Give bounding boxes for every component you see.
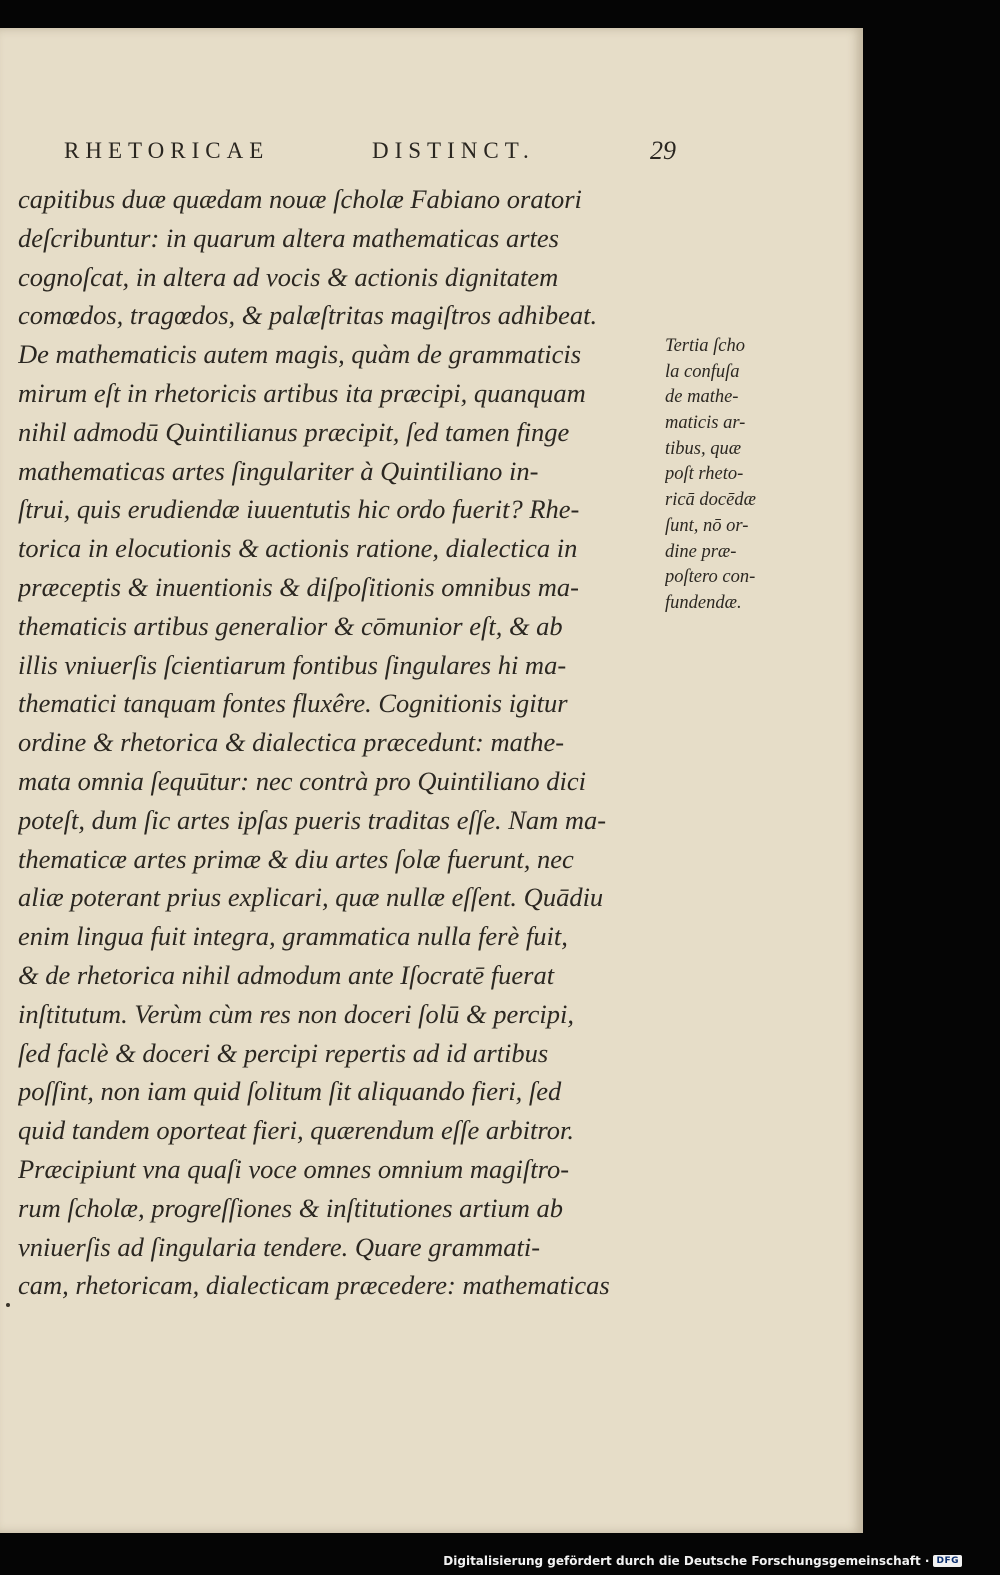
- text-line: capitibus duæ quædam nouæ ſcholæ Fabiano oratori: [18, 184, 582, 214]
- text-line: Præcipiunt vna quaſi voce omnes omnium magiſtro-: [18, 1153, 570, 1184]
- text-line: mirum eſt in rhetoricis artibus ita præcipi, quanquam: [18, 377, 586, 408]
- marginal-line: poſt rheto-: [665, 464, 744, 485]
- text-line: cognoſcat, in altera ad vocis & actionis dignitatem: [18, 261, 559, 292]
- text-line: præceptis & inuentionis & diſpoſitionis omnibus ma-: [18, 571, 579, 602]
- text-line: enim lingua fuit integra, grammatica nulla ferè fuit,: [18, 921, 568, 952]
- text-line: torica in elocutionis & actionis ratione, dialectica in: [18, 533, 578, 564]
- footer-text: Digitalisierung gefördert durch die Deutsche Forschungsgemeinschaft ·: [443, 1554, 930, 1568]
- text-line: poſſint, non iam quid ſolitum ſit aliquando fieri, ſed: [18, 1076, 562, 1107]
- text-line: ſtrui, quis erudiendæ iuuentutis hic ordo fuerit? Rhe-: [18, 494, 580, 525]
- text-line: ſed faclè & doceri & percipi repertis ad id artibus: [18, 1037, 549, 1068]
- dfg-logo-icon: DFG: [933, 1555, 962, 1567]
- text-line: & de rhetorica nihil admodum ante Iſocratē fuerat: [18, 959, 555, 990]
- text-line: thematicis artibus generalior & cōmunior eſt, & ab: [18, 610, 563, 641]
- marginal-line: fundendæ.: [665, 592, 742, 613]
- running-head-center: DISTINCT.: [372, 138, 535, 163]
- marginal-line: maticis ar-: [665, 413, 746, 434]
- marginal-line: tibus, quæ: [665, 438, 742, 459]
- text-line: aliæ poterant prius explicari, quæ nullæ eſſent. Quādiu: [18, 882, 604, 913]
- running-head: [64, 138, 684, 172]
- marginal-line: de mathe-: [665, 387, 739, 408]
- marginal-line: ſunt, nō or-: [665, 515, 749, 536]
- text-line: De mathematicis autem magis, quàm de grammaticis: [18, 339, 582, 370]
- text-line: illis vniuerſis ſcientiarum fontibus ſingulares hi ma-: [18, 649, 567, 680]
- funding-footer: [443, 1552, 962, 1570]
- page-number: 29: [650, 136, 676, 165]
- text-line: ordine & rhetorica & dialectica præcedunt: mathe-: [18, 727, 565, 758]
- marginal-note: [665, 334, 795, 617]
- text-line: mata omnia ſequūtur: nec contrà pro Quintiliano dici: [18, 765, 586, 796]
- book-page: [0, 28, 863, 1533]
- text-line: inſtitutum. Verùm cùm res non doceri ſolū & percipi,: [18, 998, 574, 1029]
- marginal-line: poſtero con-: [665, 567, 756, 588]
- text-line: cam, rhetoricam, dialecticam præcedere: mathematicas: [18, 1270, 610, 1301]
- text-line: deſcribuntur: in quarum altera mathematicas artes: [18, 222, 559, 253]
- marginal-line: ricā docēdæ: [665, 490, 756, 511]
- marginal-line: la confuſa: [665, 361, 740, 382]
- text-line: comœdos, tragœdos, & palæſtritas magiſtros adhibeat.: [18, 300, 598, 331]
- text-line: mathematicas artes ſingulariter à Quintiliano in-: [18, 455, 539, 486]
- running-head-left: RHETORICAE: [64, 138, 270, 163]
- body-text: [18, 180, 668, 1305]
- text-line: vniuerſis ad ſingularia tendere. Quare grammati-: [18, 1231, 541, 1262]
- text-line: quid tandem oporteat fieri, quærendum eſſe arbitror.: [18, 1115, 574, 1146]
- ink-speck: [6, 1303, 10, 1307]
- text-line: thematici tanquam fontes fluxêre. Cognitionis igitur: [18, 688, 568, 719]
- marginal-line: Tertia ſcho: [665, 336, 746, 356]
- text-line: rum ſcholæ, progreſſiones & inſtitutiones artium ab: [18, 1192, 563, 1223]
- marginal-line: dine præ-: [665, 541, 737, 562]
- text-line: poteſt, dum ſic artes ipſas pueris traditas eſſe. Nam ma-: [18, 804, 607, 835]
- text-line: nihil admodū Quintilianus præcipit, ſed tamen finge: [18, 416, 570, 447]
- text-line: thematicæ artes primæ & diu artes ſolæ fuerunt, nec: [18, 843, 574, 874]
